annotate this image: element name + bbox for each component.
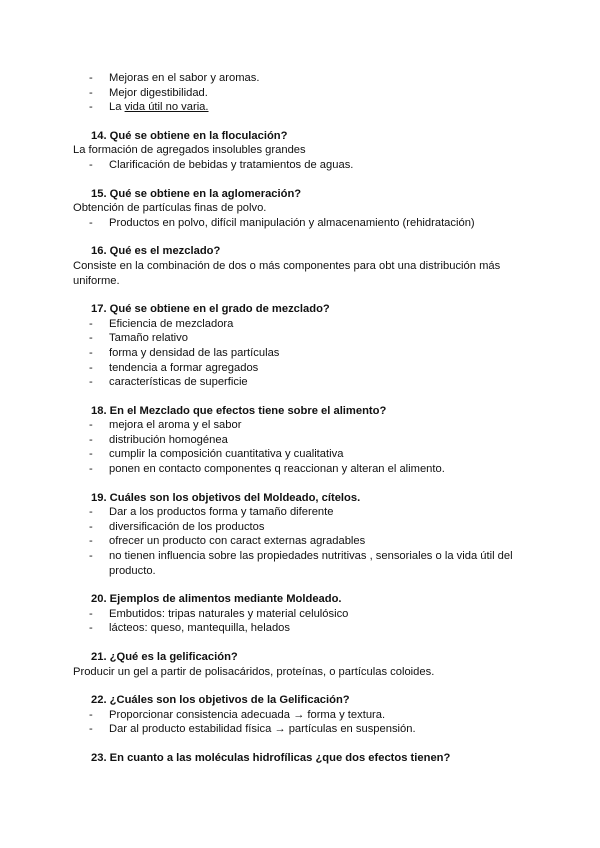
list-item-text: Productos en polvo, difícil manipulación y almacenamiento (rehidratación) (109, 216, 475, 229)
question-heading: 16. Qué es el mezclado? (91, 245, 221, 258)
list-item-text: Tamaño relativo (109, 332, 188, 345)
list-item-text: diversificación de los productos (109, 520, 265, 533)
list-item: - distribución homogénea (89, 433, 228, 446)
list-item-text: características de superficie (109, 376, 248, 389)
list-item-text: no tienen influencia sobre las propiedades nutritivas , sensoriales o la vida útil del producto. (109, 550, 513, 577)
question-heading: 19. Cuáles son los objetivos del Moldeado, cítelos. (91, 491, 361, 504)
question-heading: 23. En cuanto a las moléculas hidrofílicas ¿que dos efectos tienen? (91, 751, 451, 764)
list-item: - tendencia a formar agregados (89, 361, 259, 374)
list-item: - cumplir la composición cuantitativa y cualitativa (89, 448, 344, 461)
list-item-text: Mejoras en el sabor y aromas. (109, 72, 260, 84)
list-item: - Clarificación de bebidas y tratamientos de aguas. (89, 158, 354, 171)
list-item: - Embutidos: tripas naturales y material celulósico (89, 607, 349, 620)
underlined-text: vida útil no varia. (124, 101, 209, 114)
list-item-text: Clarificación de bebidas y tratamientos de aguas. (109, 158, 354, 171)
list-item-text: mejora el aroma y el sabor (109, 419, 242, 432)
list-item-text: Dar a los productos forma y tamaño diferente (109, 506, 334, 519)
list-item: - Tamaño relativo (89, 332, 188, 345)
question-heading: 20. Ejemplos de alimentos mediante Moldeado. (91, 593, 342, 606)
list-item: - Proporcionar consistencia adecuada → forma y textura. (89, 708, 386, 721)
list-item-text: ofrecer un producto con caract externas agradables (109, 535, 366, 548)
list-item: - características de superficie (89, 376, 248, 389)
list-item: - Productos en polvo, difícil manipulación y almacenamiento (rehidratación) (89, 216, 475, 229)
answer-paragraph: Obtención de partículas finas de polvo. (73, 202, 267, 215)
list-item: - lácteos: queso, mantequilla, helados (89, 622, 290, 635)
question-heading: 22. ¿Cuáles son los objetivos de la Gelificación? (91, 694, 350, 707)
list-item-text: Dar al producto estabilidad física → partículas en suspensión. (109, 723, 416, 736)
list-item-text: Proporcionar consistencia adecuada → forma y textura. (109, 708, 386, 721)
list-item: - Mejor digestibilidad. (89, 86, 208, 99)
document-content (73, 71, 543, 766)
list-item-prefix: La (109, 101, 125, 114)
list-item-text: Embutidos: tripas naturales y material celulósico (109, 607, 349, 620)
list-item: - Mejoras en el sabor y aromas. (89, 72, 260, 84)
list-item-text: ponen en contacto componentes q reaccionan y alteran el alimento. (109, 463, 445, 476)
answer-paragraph: La formación de agregados insolubles grandes (73, 144, 306, 157)
question-heading: 18. En el Mezclado que efectos tiene sobre el alimento? (91, 404, 387, 417)
question-heading: 17. Qué se obtiene en el grado de mezclado? (91, 303, 330, 316)
question-heading: 15. Qué se obtiene en la aglomeración? (91, 187, 302, 200)
question-heading: 14. Qué se obtiene en la floculación? (91, 129, 288, 142)
question-heading: 21. ¿Qué es la gelificación? (91, 651, 238, 663)
list-item-text: tendencia a formar agregados (109, 361, 259, 374)
list-item-text: Eficiencia de mezcladora (109, 317, 234, 330)
list-item: - La vida útil no varia. (89, 101, 209, 114)
list-item-text: cumplir la composición cuantitativa y cualitativa (109, 448, 344, 461)
answer-paragraph: Consiste en la combinación de dos o más componentes para obt una distribución más uniforme. (73, 259, 501, 287)
answer-paragraph: Producir un gel a partir de polisacáridos, proteínas, o partículas coloides. (73, 665, 435, 678)
list-item-text: Mejor digestibilidad. (109, 86, 208, 99)
list-item: - diversificación de los productos (89, 520, 265, 533)
list-item-text: distribución homogénea (109, 433, 228, 446)
list-item-text: lácteos: queso, mantequilla, helados (109, 622, 290, 635)
list-item: - no tienen influencia sobre las propiedades nutritivas , sensoriales o la vida útil del producto. (89, 550, 513, 577)
list-item: - forma y densidad de las partículas (89, 346, 280, 359)
list-item: - ponen en contacto componentes q reaccionan y alteran el alimento. (89, 463, 445, 476)
list-item: - Dar al producto estabilidad física → partículas en suspensión. (89, 723, 416, 736)
list-item-text: forma y densidad de las partículas (109, 346, 280, 359)
list-item: - mejora el aroma y el sabor (89, 419, 242, 432)
list-item: - Dar a los productos forma y tamaño diferente (89, 506, 334, 519)
list-item: - ofrecer un producto con caract externas agradables (89, 535, 366, 548)
list-item: - Eficiencia de mezcladora (89, 317, 234, 330)
